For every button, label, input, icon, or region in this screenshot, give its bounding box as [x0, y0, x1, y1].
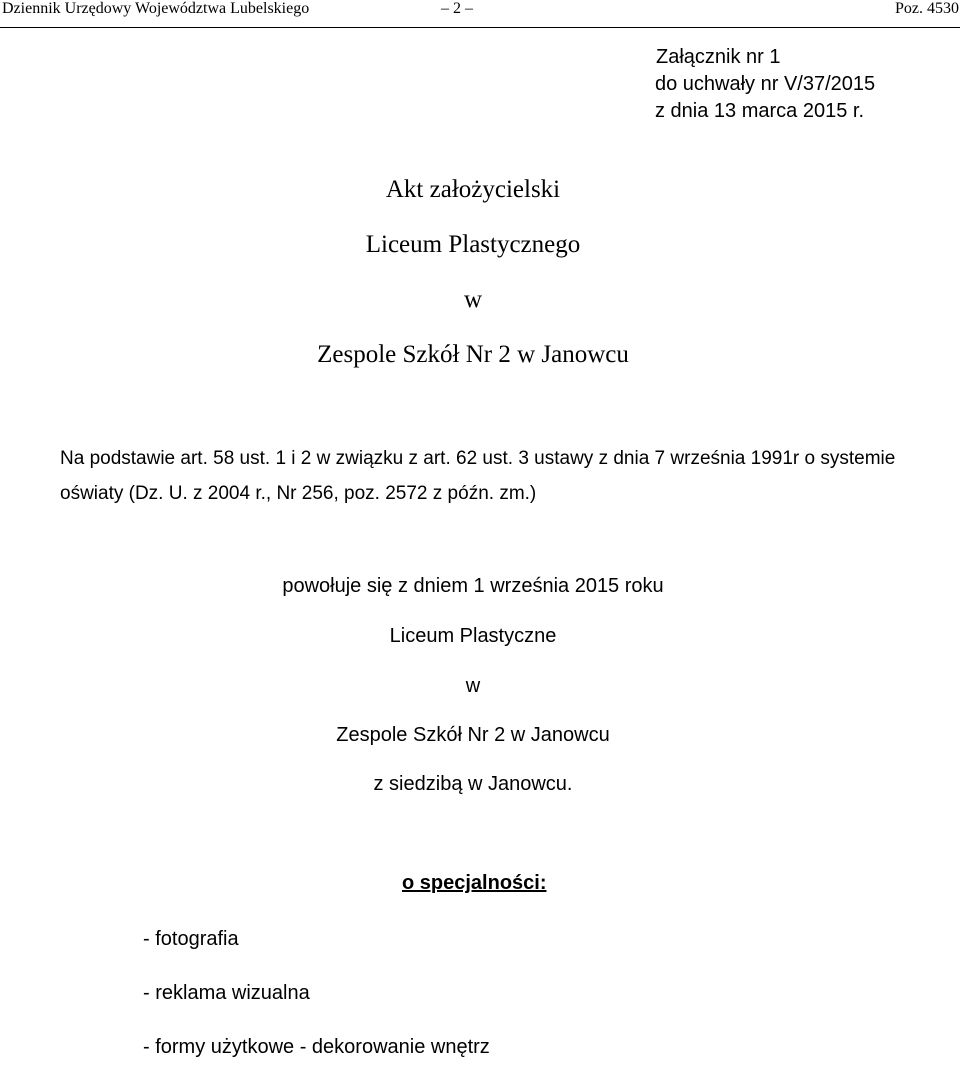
decision-connector: w [465, 675, 481, 697]
resolution-number: do uchwały nr V/37/2015 [655, 73, 876, 95]
attachment-block [655, 44, 875, 125]
page-number: – 2 – [441, 0, 473, 17]
attachment-number: Załącznik nr 1 [656, 46, 781, 68]
page-header [0, 0, 960, 28]
specialties-heading: o specjalności: [402, 872, 547, 894]
list-item: - formy użytkowe - dekorowanie wnętrz [143, 1036, 490, 1058]
legal-basis [60, 441, 940, 511]
title-connector: w [463, 286, 483, 313]
list-item: - reklama wizualna [143, 982, 310, 1004]
list-item: - fotografia [143, 928, 239, 950]
established-school: Liceum Plastyczne [389, 625, 557, 647]
legal-basis-text: Na podstawie art. 58 ust. 1 i 2 w związku z art. 62 ust. 3 ustawy z dnia 7 września 1991r o systemie oświaty (Dz. U. z 2004 r., Nr 256, poz. 2572 z późn. zm.) [60, 448, 896, 504]
resolution-date: z dnia 13 marca 2015 r. [655, 100, 865, 122]
specialties-list [143, 925, 490, 1087]
school-seat: z siedzibą w Janowcu. [373, 773, 573, 795]
position-number: Poz. 4530 [895, 0, 959, 17]
school-complex-name: Zespole Szkół Nr 2 w Janowcu [317, 341, 629, 368]
document-title: Akt założycielski [385, 176, 561, 203]
school-name: Liceum Plastycznego [365, 231, 581, 258]
journal-title: Dziennik Urzędowy Województwa Lubelskiego [2, 0, 310, 17]
decision-school-complex: Zespole Szkół Nr 2 w Janowcu [336, 724, 610, 746]
decision-line: powołuje się z dniem 1 września 2015 roku [282, 575, 664, 597]
